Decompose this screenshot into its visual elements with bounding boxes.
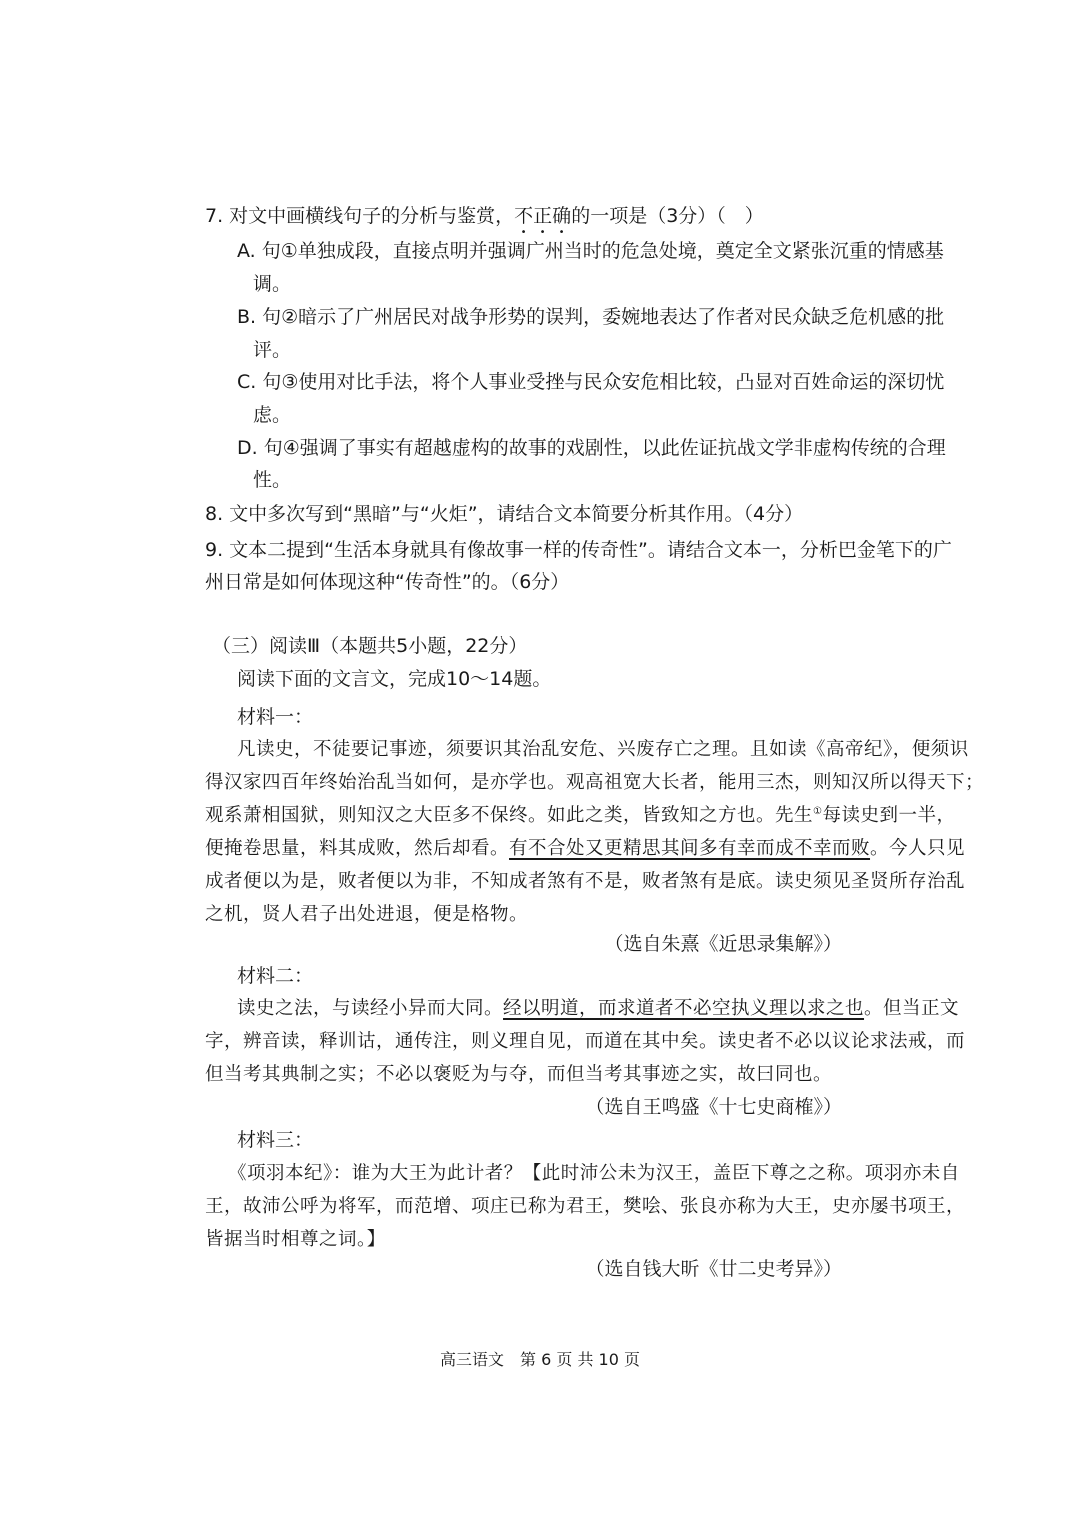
material-1-line-6: 之机，贤人君子出处进退，便是格物。 xyxy=(205,904,529,925)
option-c-line-1: C. 句③使用对比手法，将个人事业受挫与民众安危相比较，凸显对百姓命运的深切忧 xyxy=(237,371,945,393)
footnote-mark: ① xyxy=(813,805,823,817)
underlined-sentence-2: 经以明道，而求道者不必空执义理以求之也 xyxy=(503,998,865,1019)
option-a-line-2: 调。 xyxy=(253,273,292,295)
option-d-line-2: 性。 xyxy=(253,469,292,491)
material-3-line-1: 《项羽本纪》：谁为大王为此计者？【此时沛公未为汉王，盖臣下尊之之称。项羽亦未自 xyxy=(228,1163,960,1184)
page-footer: 高三语文 第 6 页 共 10 页 xyxy=(440,1350,640,1369)
emphasis-not-correct: 不正确 xyxy=(514,205,572,227)
section-3-title: （三）阅读Ⅲ（本题共5小题，22分） xyxy=(212,635,528,657)
option-a-line-1: A. 句①单独成段，直接点明并强调广州当时的危急处境，奠定全文紧张沉重的情感基 xyxy=(237,240,944,262)
material-2-line-2: 字，辨音读，释训诂，通传注，则义理自见，而道在其中矣。读史者不必以议论求法戒，而 xyxy=(205,1031,966,1052)
material-3-label: 材料三： xyxy=(237,1129,314,1151)
material-2-source: （选自王鸣盛《十七史商榷》） xyxy=(585,1096,842,1118)
section-3-intro: 阅读下面的文言文，完成10～14题。 xyxy=(237,668,552,690)
option-d-line-1: D. 句④强调了事实有超越虚构的故事的戏剧性，以此佐证抗战文学非虚构传统的合理 xyxy=(237,437,946,459)
material-2-line-3: 但当考其典制之实；不必以褒贬为与夺，而但当考其事迹之实，故曰同也。 xyxy=(205,1064,833,1085)
material-1-line-1: 凡读史，不徒要记事迹，须要识其治乱安危、兴废存亡之理。且如读《高帝纪》，便须识 xyxy=(237,739,969,760)
option-b-line-2: 评。 xyxy=(253,339,292,361)
material-2-line-1: 读史之法，与读经小异而大同。经以明道，而求道者不必空执义理以求之也。但当正文 xyxy=(237,998,960,1019)
underlined-sentence-1: 有不合处又更精思其间多有幸而成不幸而败 xyxy=(509,838,871,859)
material-3-line-2: 王，故沛公呼为将军，而范增、项庄已称为君王，樊哙、张良亦称为大王，史亦屡书项王， xyxy=(205,1196,966,1217)
material-3-source: （选自钱大昕《廿二史考异》） xyxy=(585,1258,842,1280)
option-b-line-1: B. 句②暗示了广州居民对战争形势的误判，委婉地表达了作者对民众缺乏危机感的批 xyxy=(237,306,945,328)
question-9-line-1: 9. 文本二提到“生活本身就具有像故事一样的传奇性”。请结合文本一，分析巴金笔下的广 xyxy=(205,539,952,561)
material-1-line-3: 观系萧相国狱，则知汉之大臣多不保终。如此之类，皆致知之方也。先生①每读史到一半， xyxy=(205,805,956,826)
question-7-stem: 7. 对文中画横线句子的分析与鉴赏，不正确的一项是（3分）（ ） xyxy=(205,205,764,227)
material-1-line-4: 便掩卷思量，料其成败，然后却看。有不合处又更精思其间多有幸而成不幸而败。今人只见 xyxy=(205,838,966,859)
option-c-line-2: 虑。 xyxy=(253,404,292,426)
material-1-line-5: 成者便以为是，败者便以为非，不知成者煞有不是，败者煞有是底。读史须见圣贤所存治乱 xyxy=(205,871,966,892)
material-2-label: 材料二： xyxy=(237,965,314,987)
question-9-line-2: 州日常是如何体现这种“传奇性”的。（6分） xyxy=(205,571,570,593)
material-3-line-3: 皆据当时相尊之词。】 xyxy=(205,1229,386,1250)
material-1-source: （选自朱熹《近思录集解》） xyxy=(604,933,842,955)
question-8: 8. 文中多次写到“黑暗”与“火炬”，请结合文本简要分析其作用。（4分） xyxy=(205,503,804,525)
material-1-line-2: 得汉家四百年终始治乱当如何，是亦学也。观高祖宽大长者，能用三杰，则知汉所以得天下； xyxy=(205,772,985,793)
material-1-label: 材料一： xyxy=(237,706,314,728)
